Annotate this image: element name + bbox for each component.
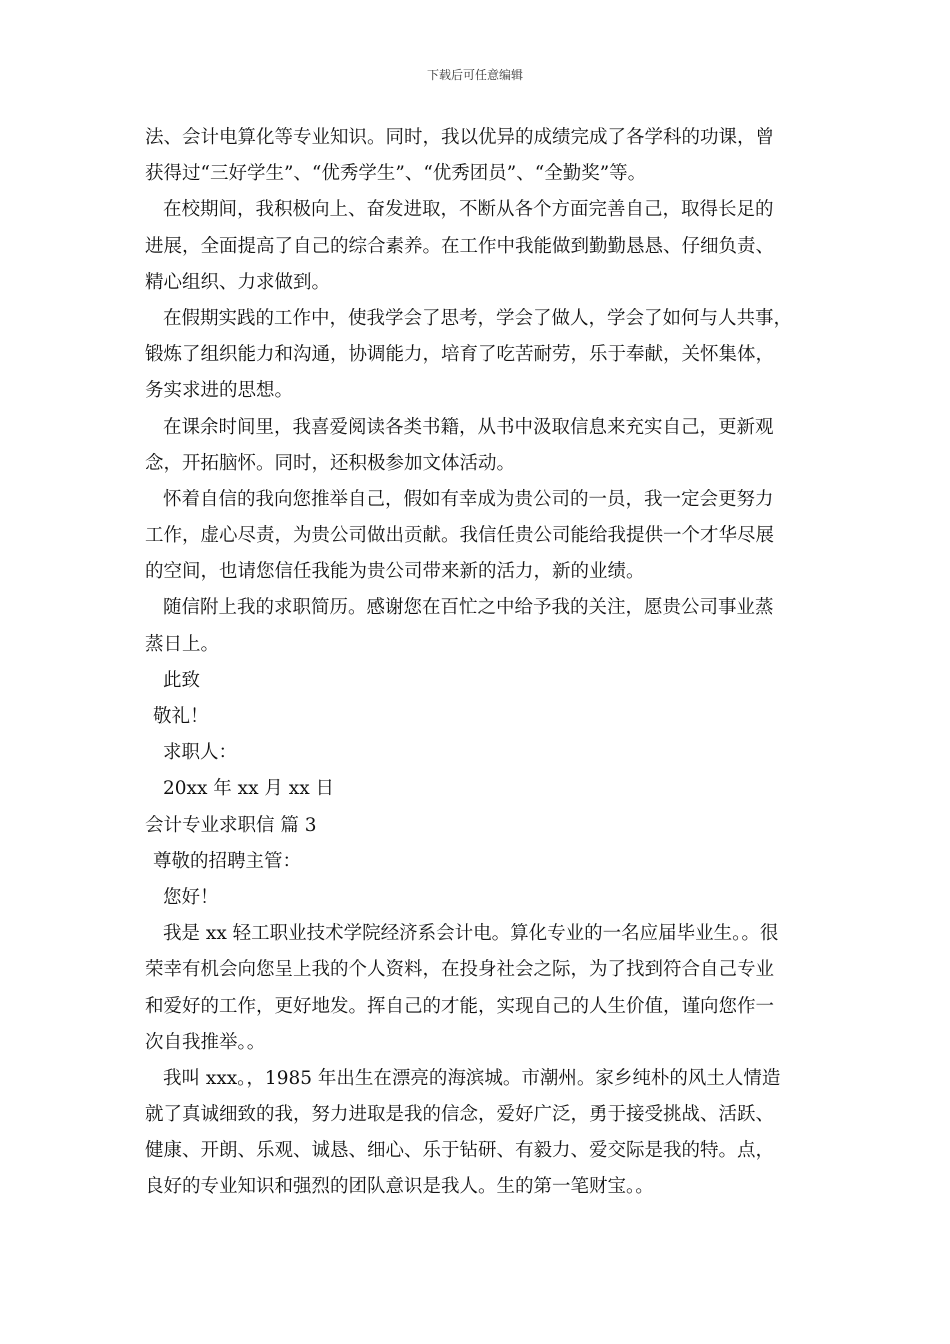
page-header: 下载后可任意编辑 bbox=[426, 68, 523, 82]
text-line: 和爱好的工作，更好地发。挥自己的才能，实现自己的人生价值，谨向您作一 bbox=[145, 995, 775, 1017]
text-line: 务实求进的思想。 bbox=[145, 380, 294, 402]
text-line: 良好的专业知识和强烈的团队意识是我人。生的第一笔财宝。。 bbox=[145, 1176, 654, 1198]
text-line: 荣幸有机会向您呈上我的个人资料，在投身社会之际，为了找到符合自己专业 bbox=[145, 959, 775, 981]
text-line: 就了真诚细致的我，努力进取是我的信念，爱好广泛，勇于接受挑战、活跃、 bbox=[145, 1104, 775, 1126]
text-line: 在校期间，我积极向上、奋发进取，不断从各个方面完善自己，取得长足的 bbox=[163, 199, 774, 221]
text-line: 蒸日上。 bbox=[145, 633, 220, 655]
section-title: 会计专业求职信 篇 3 bbox=[145, 814, 317, 836]
text-line: 怀着自信的我向您推举自己，假如有幸成为贵公司的一员，我一定会更努力 bbox=[163, 488, 774, 510]
closing-phrase: 此致 bbox=[163, 669, 201, 691]
text-line: 锻炼了组织能力和沟通，协调能力，培育了吃苦耐劳，乐于奉献，关怀集体， bbox=[145, 344, 775, 366]
text-line: 在假期实践的工作中，使我学会了思考，学会了做人，学会了如何与人共事， bbox=[163, 307, 793, 329]
text-line: 健康、开朗、乐观、诚恳、细心、乐于钻研、有毅力、爱交际是我的特。点， bbox=[145, 1140, 775, 1162]
greeting-line: 您好！ bbox=[163, 886, 219, 908]
text-line: 念，开拓脑怀。同时，还积极参加文体活动。 bbox=[145, 452, 516, 474]
text-line: 我叫 xxx。，1985 年出生在漂亮的海滨城。市潮州。家乡纯朴的风土人情造 bbox=[163, 1067, 781, 1089]
salutation-line: 敬礼！ bbox=[153, 706, 209, 727]
text-line: 次自我推举。。 bbox=[145, 1031, 266, 1053]
text-line: 获得过“三好学生”、“优秀学生”、“优秀团员”、“全勤奖”等。 bbox=[145, 163, 647, 185]
greeting-line: 尊敬的招聘主管： bbox=[153, 850, 302, 872]
text-line: 工作，虚心尽责，为贵公司做出贡献。我信任贵公司能给我提供一个才华尽展 bbox=[145, 525, 775, 547]
text-line: 随信附上我的求职简历。感谢您在百忙之中给予我的关注，愿贵公司事业蒸 bbox=[163, 597, 774, 619]
text-line: 我是 xx 轻工职业技术学院经济系会计电。算化专业的一名应届毕业生。。很 bbox=[163, 923, 779, 945]
text-line: 的空间，也请您信任我能为贵公司带来新的活力，新的业绩。 bbox=[145, 561, 645, 583]
text-line: 在课余时间里，我喜爱阅读各类书籍，从书中汲取信息来充实自己，更新观 bbox=[163, 416, 774, 438]
text-line: 精心组织、力求做到。 bbox=[145, 271, 331, 293]
letter-body bbox=[145, 120, 813, 1206]
text-line: 进展，全面提高了自己的综合素养。在工作中我能做到勤勤恳恳、仔细负责、 bbox=[145, 235, 775, 257]
text-line: 法、会计电算化等专业知识。同时，我以优异的成绩完成了各学科的功课，曾 bbox=[145, 127, 775, 148]
signature-label: 求职人： bbox=[163, 742, 238, 764]
date-line: 20xx 年 xx 月 xx 日 bbox=[163, 778, 335, 800]
